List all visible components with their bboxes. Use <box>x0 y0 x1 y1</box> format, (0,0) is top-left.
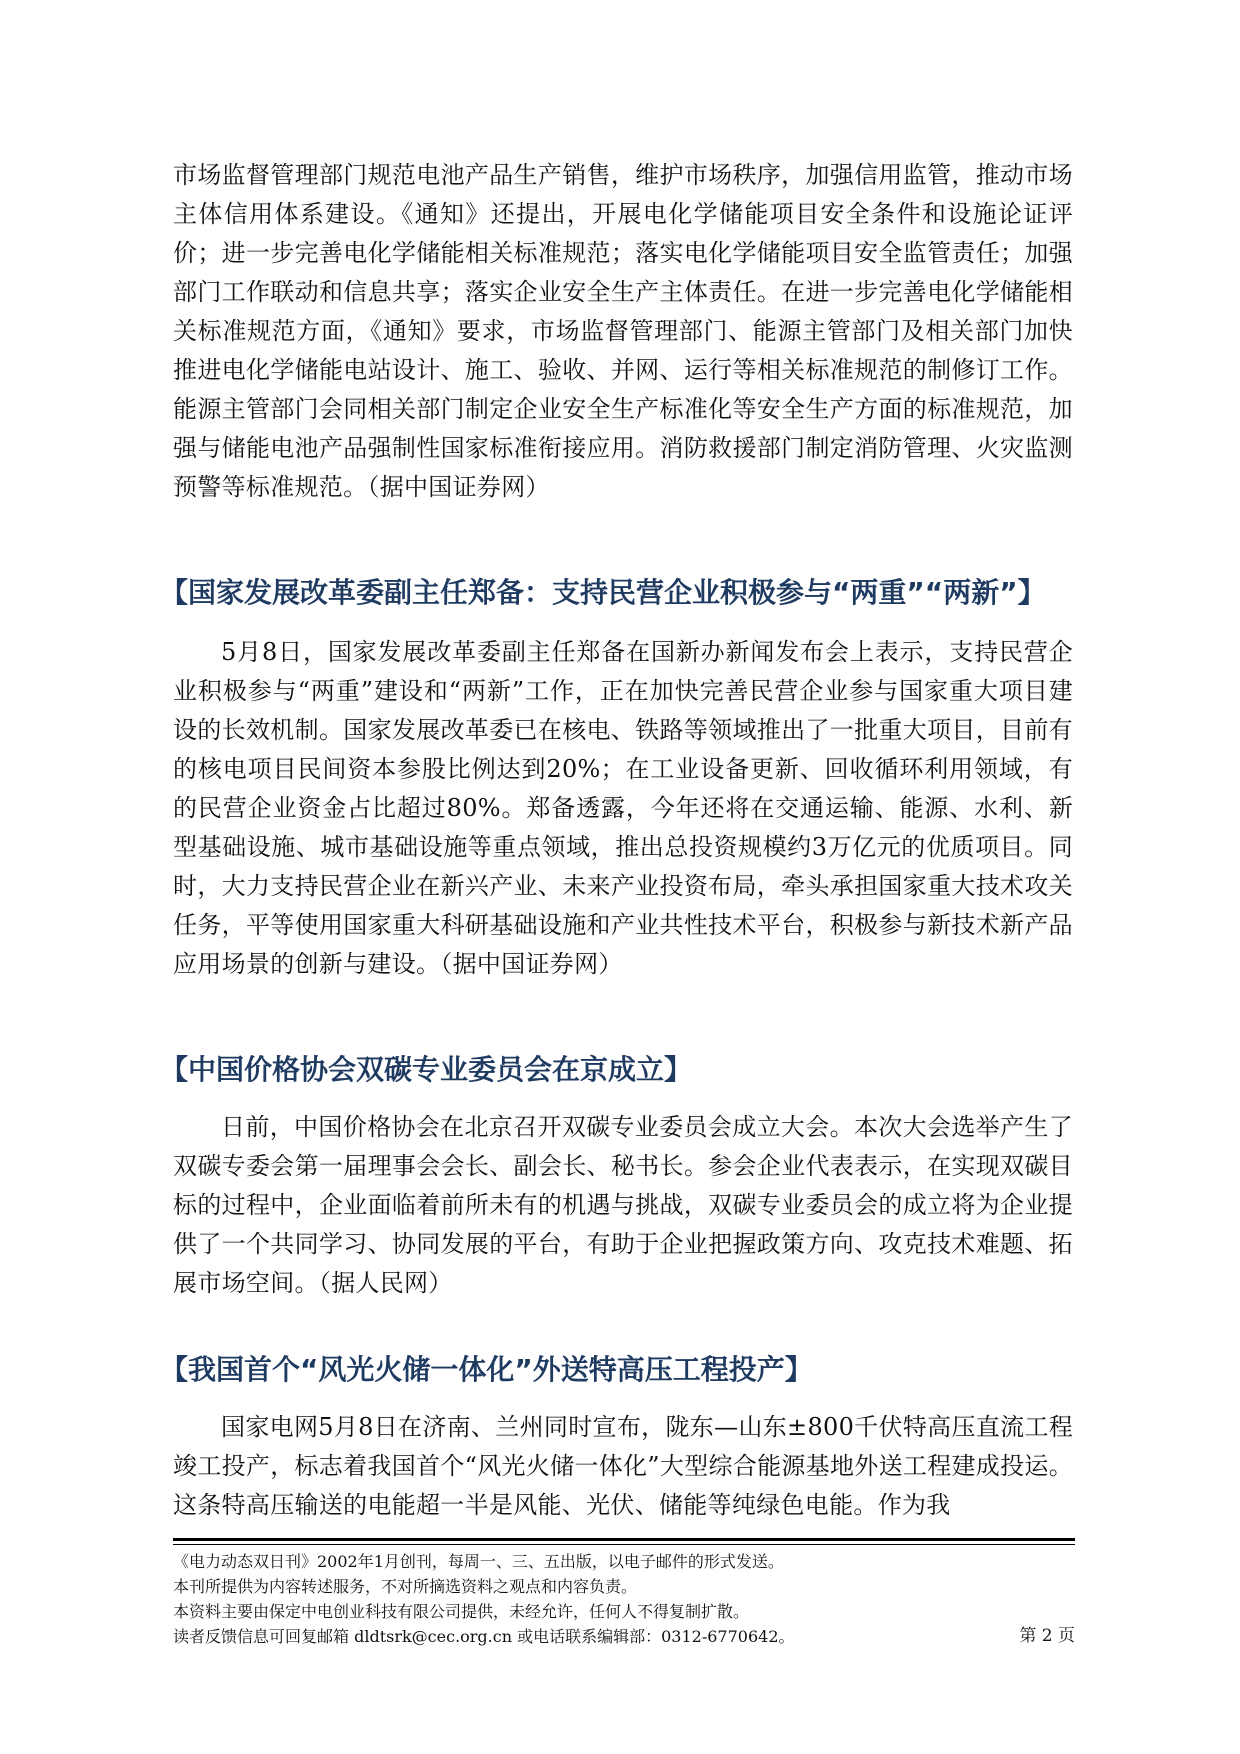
article-body-price-association: 日前，中国价格协会在北京召开双碳专业委员会成立大会。本次大会选举产生了双碳专委会第一届理事会会长、副会长、秘书长。参会企业代表表示，在实现双碳目标的过程中，企业面临着前所未有的机遇与挑战，双碳专业委员会的成立将为企业提供了一个共同学习、协同发展的平台，有助于企业把握政策方向、攻克技术难题、拓展市场空间。（据人民网） <box>173 1113 1073 1297</box>
article-title-ndrc: 【国家发展改革委副主任郑备：支持民营企业积极参与“两重”“两新”】 <box>160 576 1046 609</box>
footer-publication-info: 《电力动态双日刊》2002年1月创刊，每周一、三、五出版，以电子邮件的形式发送。 <box>173 1552 784 1571</box>
article-body-ndrc: 5月8日，国家发展改革委副主任郑备在国新办新闻发布会上表示，支持民营企业积极参与“两重”建设和“两新”工作，正在加快完善民营企业参与国家重大项目建设的长效机制。国家发展改革委已在核电、铁路等领域推出了一批重大项目，目前有的核电项目民间资本参股比例达到20%；在工业设备更新、回收循环利用领域，有的民营企业资金占比超过80%。郑备透露，今年还将在交通运输、能源、水利、新型基础设施、城市基础设施等重点领域，推出总投资规模约3万亿元的优质项目。同时，大力支持民营企业在新兴产业、未来产业投资布局，牵头承担国家重大技术攻关任务，平等使用国家重大科研基础设施和产业共性技术平台，积极参与新技术新产品应用场景的创新与建设。（据中国证券网） <box>173 638 1073 978</box>
footer-divider-thick <box>173 1538 1075 1541</box>
footer-divider-thin <box>173 1544 1075 1545</box>
footer-copyright: 本资料主要由保定中电创业科技有限公司提供，未经允许，任何人不得复制扩散。 <box>173 1602 750 1621</box>
footer <box>173 1549 1075 1649</box>
article-title-uhv-project: 【我国首个“风光火储一体化”外送特高压工程投产】 <box>160 1353 813 1386</box>
footer-contact-line <box>173 1624 1075 1649</box>
page-number: 第 2 页 <box>1019 1626 1075 1646</box>
continued-article-text: 市场监督管理部门规范电池产品生产销售，维护市场秩序，加强信用监管，推动市场主体信用体系建设。《通知》还提出，开展电化学储能项目安全条件和设施论证评价；进一步完善电化学储能相关标准规范；落实电化学储能项目安全监管责任；加强部门工作联动和信息共享；落实企业安全生产主体责任。在进一步完善电化学储能相关标准规范方面，《通知》要求，市场监督管理部门、能源主管部门及相关部门加快推进电化学储能电站设计、施工、验收、并网、运行等相关标准规范的制修订工作。能源主管部门会同相关部门制定企业安全生产标准化等安全生产方面的标准规范，加强与储能电池产品强制性国家标准衔接应用。消防救援部门制定消防管理、火灾监测预警等标准规范。（据中国证券网） <box>173 161 1073 501</box>
footer-contact: 读者反馈信息可回复邮箱 dldtsrk@cec.org.cn 或电话联系编辑部：0312-6770642。 <box>173 1627 795 1646</box>
footer-disclaimer: 本刊所提供为内容转述服务，不对所摘选资料之观点和内容负责。 <box>173 1577 638 1596</box>
article-title-price-association: 【中国价格协会双碳专业委员会在京成立】 <box>160 1053 693 1086</box>
article-body-uhv-project: 国家电网5月8日在济南、兰州同时宣布，陇东—山东±800千伏特高压直流工程竣工投产，标志着我国首个“风光火储一体化”大型综合能源基地外送工程建成投运。这条特高压输送的电能超一半是风能、光伏、储能等纯绿色电能。作为我 <box>173 1413 1073 1519</box>
